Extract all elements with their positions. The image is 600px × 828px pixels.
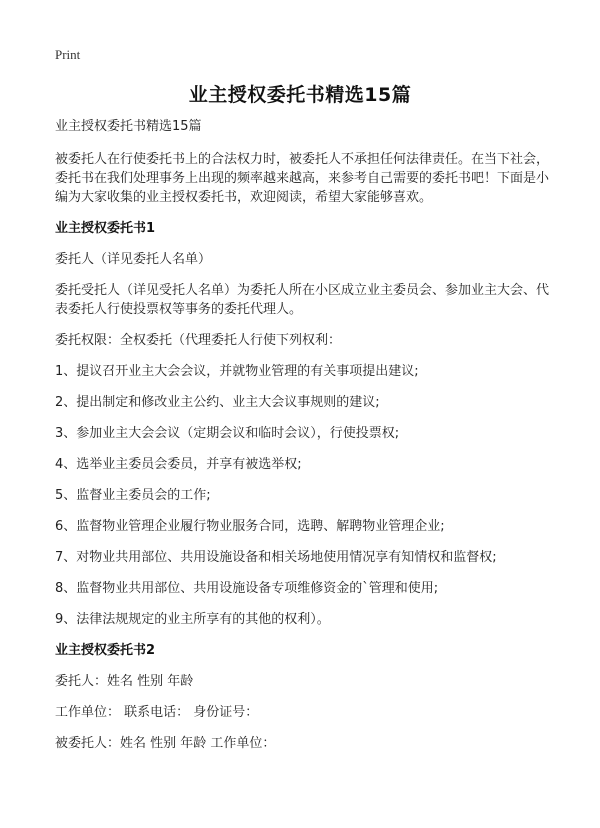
list-item: 9、法律法规规定的业主所享有的其他的权利）。 [55, 612, 330, 627]
entrustor-info-line: 委托人：姓名 性别 年龄 [55, 674, 194, 689]
authority-line: 委托权限：全权委托（代理委托人行使下列权利： [55, 333, 342, 348]
trustee-description: 委托受托人（详见受托人名单）为委托人所在小区成立业主委员会、参加业主大会、代表委托人行使投票权等事务的委托代理人。 [55, 283, 550, 317]
print-label[interactable]: Print [55, 47, 81, 62]
list-item: 3、参加业主大会会议（定期会议和临时会议），行使投票权; [55, 426, 400, 441]
list-item: 7、对物业共用部位、共用设施设备和相关场地使用情况享有知情权和监督权; [55, 550, 497, 565]
entrustor-line: 委托人（详见委托人名单） [55, 252, 212, 267]
section-heading-1: 业主授权委托书1 [55, 221, 156, 236]
list-item: 2、提出制定和修改业主公约、业主大会议事规则的建议; [55, 395, 380, 410]
list-item: 8、监督物业共用部位、共用设施设备专项维修资金的`管理和使用; [55, 581, 439, 596]
document-subtitle: 业主授权委托书精选15篇 [55, 119, 202, 134]
list-item: 5、监督业主委员会的工作; [55, 488, 211, 503]
list-item: 1、提议召开业主大会会议，并就物业管理的有关事项提出建议; [55, 364, 419, 379]
work-unit-line: 工作单位： 联系电话： 身份证号： [55, 705, 259, 720]
document-body [55, 117, 555, 765]
list-item: 6、监督物业管理企业履行物业服务合同，选聘、解聘物业管理企业; [55, 519, 445, 534]
page-title: 业主授权委托书精选15篇 [188, 84, 412, 106]
intro-paragraph: 被委托人在行使委托书上的合法权力时，被委托人不承担任何法律责任。在当下社会，委托书在我们处理事务上出现的频率越来越高，来参考自己需要的委托书吧！下面是小编为大家收集的业主授权委托书，欢迎阅读，希望大家能够喜欢。 [55, 152, 550, 205]
trustee-info-line: 被委托人：姓名 性别 年龄 工作单位： [55, 736, 276, 751]
list-item: 4、选举业主委员会委员，并享有被选举权; [55, 457, 302, 472]
section-heading-2: 业主授权委托书2 [55, 643, 156, 658]
